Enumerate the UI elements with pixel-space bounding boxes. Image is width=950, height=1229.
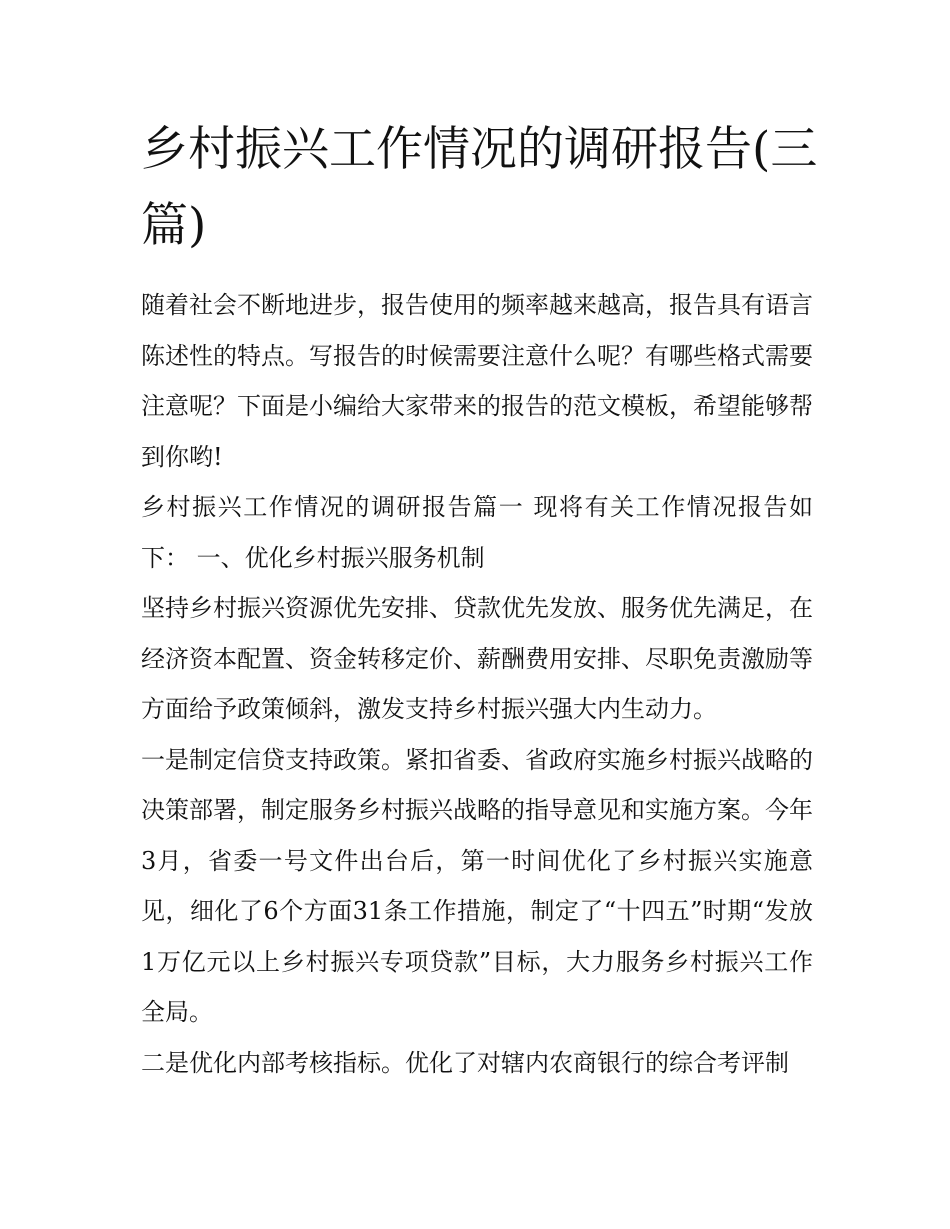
body-paragraph: 一是制定信贷支持政策。紧扣省委、省政府实施乡村振兴战略的决策部署，制定服务乡村振兴战略的指导意见和实施方案。今年3月，省委一号文件出台后，第一时间优化了乡村振兴实施意见，细化了6个方面31条工作措施，制定了“十四五”时期“发放1万亿元以上乡村振兴专项贷款”目标，大力服务乡村振兴工作全局。 <box>141 745 813 1026</box>
body-paragraph: 坚持乡村振兴资源优先安排、贷款优先发放、服务优先满足，在经济资本配置、资金转移定价、薪酬费用安排、尽职免责激励等方面给予政策倾斜，激发支持乡村振兴强大内生动力。 <box>141 594 813 723</box>
document-body <box>141 280 813 1088</box>
intro-paragraph: 随着社会不断地进步，报告使用的频率越来越高，报告具有语言陈述性的特点。写报告的时候需要注意什么呢？有哪些格式需要注意呢？下面是小编给大家带来的报告的范文模板，希望能够帮到你哟! <box>141 291 813 471</box>
body-paragraph: 二是优化内部考核指标。优化了对辖内农商银行的综合考评制 <box>141 1048 789 1077</box>
section-heading-paragraph: 乡村振兴工作情况的调研报告篇一 现将有关工作情况报告如下： 一、优化乡村振兴服务机制 <box>141 493 813 572</box>
document-title: 乡村振兴工作情况的调研报告(三篇) <box>141 122 818 253</box>
